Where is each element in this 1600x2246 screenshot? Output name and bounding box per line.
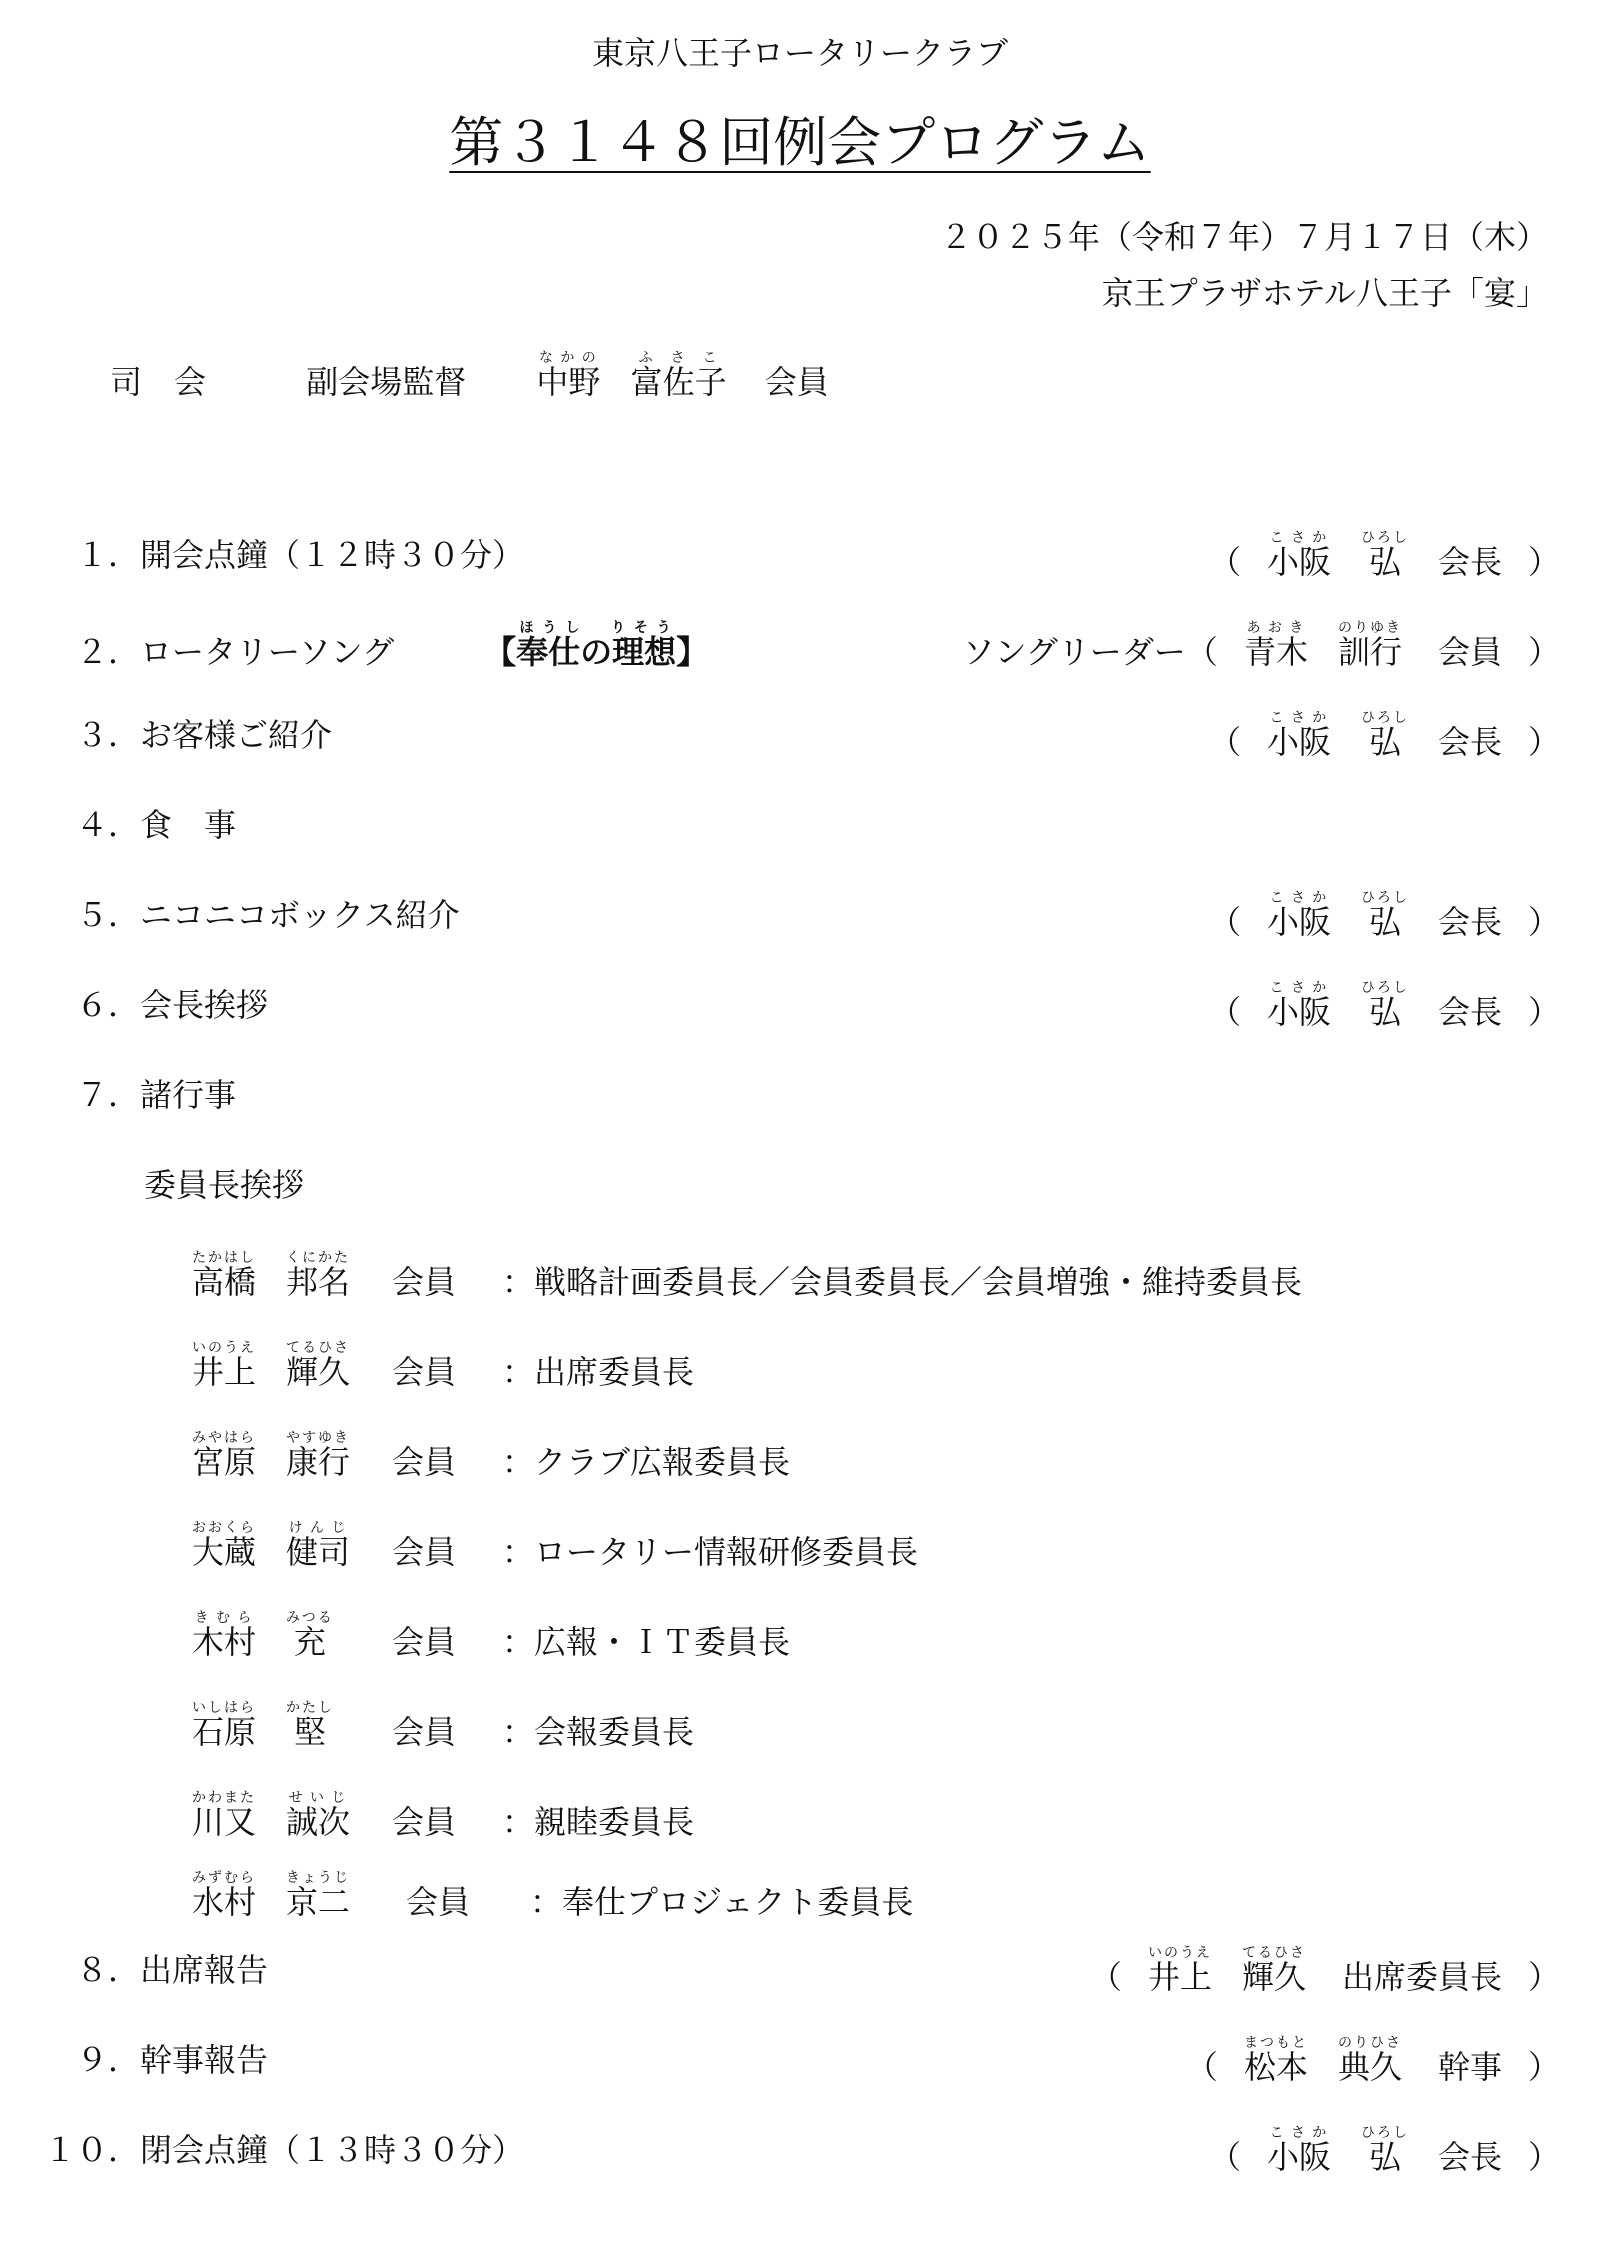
item-number: ４．: [75, 806, 140, 844]
member-title: 会員: [392, 1263, 457, 1301]
item-number: ８．: [75, 1951, 140, 1989]
committee-member: [192, 1430, 790, 1483]
committee-member: [192, 1610, 790, 1663]
presenter-title: 会長: [1437, 723, 1502, 761]
presenter-surname: 松本まつもと: [1243, 2035, 1308, 2086]
member-given: 康行やすゆき: [286, 1430, 351, 1481]
item-text: 閉会点鐘（１３時３０分）: [140, 2131, 525, 2169]
paren-open: （: [1208, 993, 1241, 1031]
item-text: 諸行事: [140, 1076, 237, 1114]
program-item: [0, 980, 1600, 1031]
item-number: ３．: [75, 716, 140, 754]
item-number: ７．: [75, 1076, 140, 1114]
paren-open: （: [1185, 2048, 1218, 2086]
paren-close: ）: [1527, 633, 1560, 671]
meeting-venue: 京王プラザホテル八王子「宴」: [1101, 274, 1548, 312]
presenter-surname: 小阪こさか: [1266, 710, 1331, 761]
item-text: ロータリーソング: [140, 633, 395, 671]
paren-close: ）: [1527, 2138, 1560, 2176]
presenter-title: 出席委員長: [1341, 1958, 1502, 1996]
paren-close: ）: [1527, 1958, 1560, 1996]
item-number: ５．: [75, 896, 140, 934]
item-text: 会長挨拶: [140, 986, 269, 1024]
paren-close: ）: [1527, 543, 1560, 581]
member-title: 会員: [392, 1623, 457, 1661]
mc-surname: 中野なかの: [536, 350, 601, 401]
member-given: 健司けんじ: [286, 1520, 351, 1571]
member-role: ：出席委員長: [502, 1353, 695, 1391]
member-given: 堅かたし: [286, 1700, 335, 1751]
member-given: 京二きょうじ: [286, 1870, 351, 1921]
paren-close: ）: [1527, 2048, 1560, 2086]
presenter-surname: 小阪こさか: [1266, 2125, 1331, 2176]
committee-member: [192, 1250, 1302, 1303]
member-given: 充みつる: [286, 1610, 334, 1661]
paren-open: （: [1208, 543, 1241, 581]
member-title: 会員: [392, 1353, 457, 1391]
member-title: 会員: [406, 1883, 471, 1921]
item-number: ６．: [75, 986, 140, 1024]
mc-given: 富佐子ふさこ: [630, 350, 727, 401]
item-number: １．: [75, 536, 140, 574]
mc-title: 会員: [764, 363, 829, 401]
member-surname: 高橋たかはし: [192, 1250, 257, 1301]
member-role: ：戦略計画委員長／会員委員長／会員増強・維持委員長: [502, 1263, 1303, 1301]
committee-heading: 委員長挨拶: [144, 1166, 305, 1204]
paren-close: ）: [1527, 903, 1560, 941]
paren-close: ）: [1527, 993, 1560, 1031]
program-item: [0, 530, 1600, 581]
presenter-surname: 青木あおき: [1243, 620, 1308, 671]
page-title-text: 第３１４８回例会プログラム: [449, 111, 1151, 174]
item-text: 開会点鐘（１２時３０分）: [140, 536, 525, 574]
item-text: 幹事報告: [140, 2041, 269, 2079]
member-title: 会員: [392, 1443, 457, 1481]
member-surname: 木村きむら: [192, 1610, 257, 1661]
presenter-title: 幹事: [1437, 2048, 1502, 2086]
member-surname: 井上いのうえ: [192, 1340, 257, 1391]
song-title: 【奉仕の理想ほうし りそう】: [484, 620, 709, 671]
committee-member: [192, 1870, 913, 1923]
presenter-title: 会長: [1437, 903, 1502, 941]
presenter-title: 会員: [1437, 633, 1502, 671]
paren-open: （: [1208, 903, 1241, 941]
item-presenter: [1209, 2125, 1560, 2178]
presenter-title: 会長: [1437, 993, 1502, 1031]
club-name: 東京八王子ロータリークラブ: [591, 34, 1008, 72]
member-role: ：広報・ＩＴ委員長: [502, 1623, 791, 1661]
item-presenter: [1186, 2035, 1560, 2088]
member-given: 誠次せいじ: [286, 1790, 351, 1841]
member-title: 会員: [392, 1803, 457, 1841]
presenter-given: 弘ひろし: [1360, 890, 1409, 941]
presenter-surname: 小阪こさか: [1266, 530, 1331, 581]
member-title: 会員: [392, 1533, 457, 1571]
presenter-given: 典久のりひさ: [1337, 2035, 1402, 2086]
committee-member: [192, 1700, 694, 1753]
meeting-date: ２０２５年（令和７年）７月１７日（木）: [939, 218, 1548, 256]
member-role: ：親睦委員長: [502, 1803, 695, 1841]
committee-member: [192, 1340, 694, 1393]
program-item: [0, 1945, 1600, 1996]
member-surname: 大蔵おおくら: [192, 1520, 257, 1571]
program-item: [0, 1070, 1600, 1116]
presenter-given: 弘ひろし: [1360, 530, 1409, 581]
item-number: １０．: [43, 2131, 140, 2169]
item-text: 食 事: [140, 806, 237, 844]
program-item: [0, 710, 1600, 761]
mc-label: 司 会: [110, 363, 207, 401]
member-role: ：ロータリー情報研修委員長: [502, 1533, 919, 1571]
item-presenter: [1209, 890, 1560, 943]
presenter-title: 会長: [1437, 543, 1502, 581]
item-text: 出席報告: [140, 1951, 269, 1989]
mc-line: [110, 350, 829, 403]
presenter-given: 弘ひろし: [1360, 980, 1409, 1031]
item-number: ２．: [75, 633, 140, 671]
presenter-given: 弘ひろし: [1360, 710, 1409, 761]
member-surname: 水村みずむら: [192, 1870, 257, 1921]
member-surname: 宮原みやはら: [192, 1430, 257, 1481]
member-role: ：クラブ広報委員長: [502, 1443, 791, 1481]
member-title: 会員: [392, 1713, 457, 1751]
program-item: [0, 800, 1600, 846]
paren-close: ）: [1527, 723, 1560, 761]
paren-open: ソングリーダー（: [962, 633, 1218, 671]
mc-role: 副会場監督: [306, 363, 467, 401]
member-surname: 川又かわまた: [192, 1790, 257, 1841]
item-number: ９．: [75, 2041, 140, 2079]
item-text: ニコニコボックス紹介: [140, 896, 460, 934]
item-presenter: [1209, 980, 1560, 1033]
program-item: [0, 2035, 1600, 2086]
presenter-title: 会長: [1437, 2138, 1502, 2176]
member-role: ：会報委員長: [502, 1713, 695, 1751]
paren-open: （: [1208, 2138, 1241, 2176]
member-given: 邦名くにかた: [286, 1250, 351, 1301]
presenter-given: 弘ひろし: [1360, 2125, 1409, 2176]
paren-open: （: [1089, 1958, 1122, 1996]
presenter-surname: 小阪こさか: [1266, 890, 1331, 941]
presenter-given: 輝久てるひさ: [1241, 1945, 1306, 1996]
item-presenter: [1209, 710, 1560, 763]
member-surname: 石原いしはら: [192, 1700, 257, 1751]
page-title: [0, 100, 1600, 177]
item-presenter: [1209, 530, 1560, 583]
item-presenter: [963, 620, 1560, 673]
presenter-surname: 小阪こさか: [1266, 980, 1331, 1031]
item-text: お客様ご紹介: [140, 716, 333, 754]
item-presenter: [1090, 1945, 1560, 1998]
program-item: [0, 620, 1600, 673]
committee-member: [192, 1520, 918, 1573]
mc-name: [536, 350, 736, 401]
presenter-surname: 井上いのうえ: [1147, 1945, 1212, 1996]
program-item: [0, 890, 1600, 941]
member-role: ：奉仕プロジェクト委員長: [530, 1883, 914, 1921]
committee-member: [192, 1790, 694, 1843]
member-given: 輝久てるひさ: [286, 1340, 351, 1391]
program-item: [0, 2125, 1600, 2176]
paren-open: （: [1208, 723, 1241, 761]
presenter-given: 訓行のりゆき: [1337, 620, 1402, 671]
